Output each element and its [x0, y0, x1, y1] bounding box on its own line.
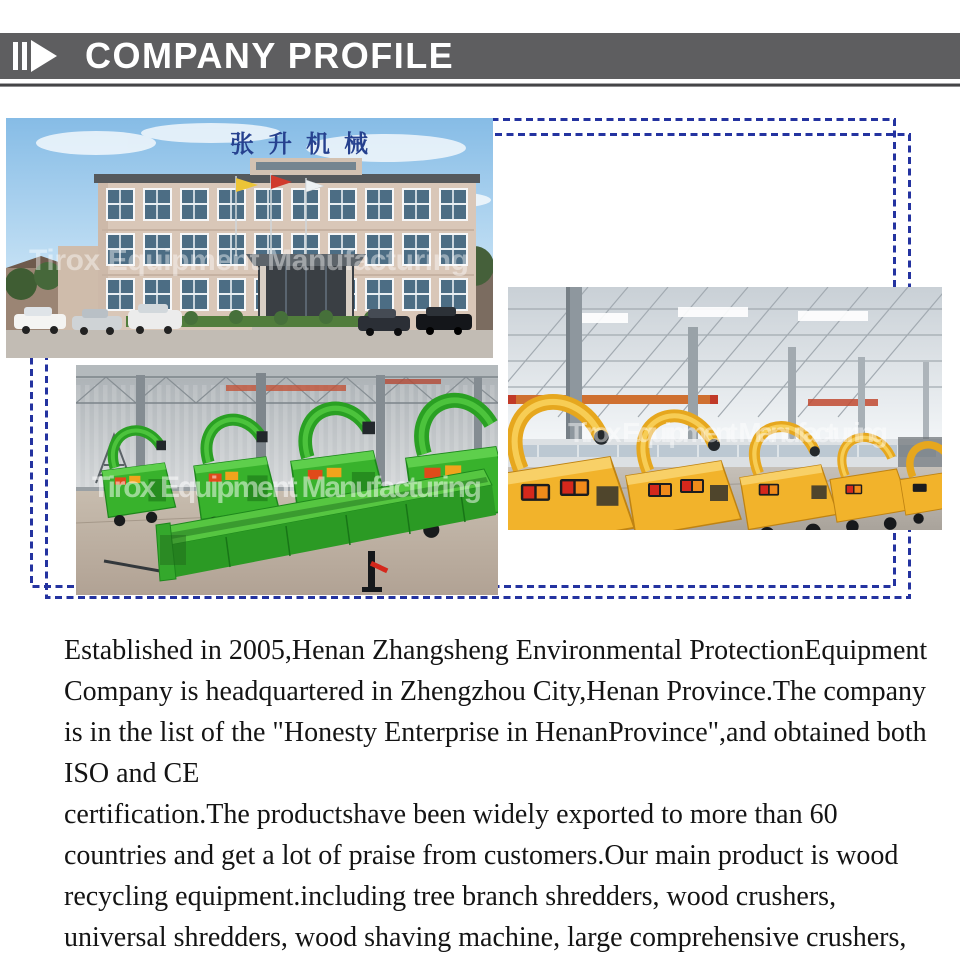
building-photo	[6, 118, 493, 358]
about-line: recycling equipment.including tree branch shredders, wood crushers,	[64, 881, 837, 912]
header-underline	[0, 83, 960, 87]
about-line: ISO and CE	[64, 758, 200, 789]
building-sign: 张升机械	[230, 131, 382, 158]
section-title: COMPANY PROFILE	[85, 35, 455, 76]
about-paragraph	[64, 630, 926, 958]
yellow-machines-photo	[508, 287, 942, 530]
watermark-yellow: Tirox Equipment Manufacturing	[568, 417, 888, 448]
play-bars-icon	[13, 40, 71, 72]
about-line: Established in 2005,Henan Zhangsheng Environmental ProtectionEquipment	[64, 635, 928, 666]
about-line: Company is headquartered in Zhengzhou City,Henan Province.The company	[64, 676, 927, 707]
about-line: is in the list of the "Honesty Enterprise in HenanProvince",and obtained both	[64, 717, 927, 748]
green-machines-photo	[76, 365, 498, 595]
section-header-bar	[0, 33, 960, 79]
driveway	[6, 330, 493, 358]
about-line: certification.The productshave been widely exported to more than 60	[64, 799, 838, 830]
watermark-building: Tirox Equipment Manufacturing	[29, 244, 469, 277]
about-line: universal shredders, wood shaving machine, large comprehensive crushers,	[64, 922, 907, 953]
watermark-green: Tirox Equipment Manufacturing	[92, 471, 482, 504]
about-line: countries and get a lot of praise from customers.Our main product is wood	[64, 840, 899, 871]
